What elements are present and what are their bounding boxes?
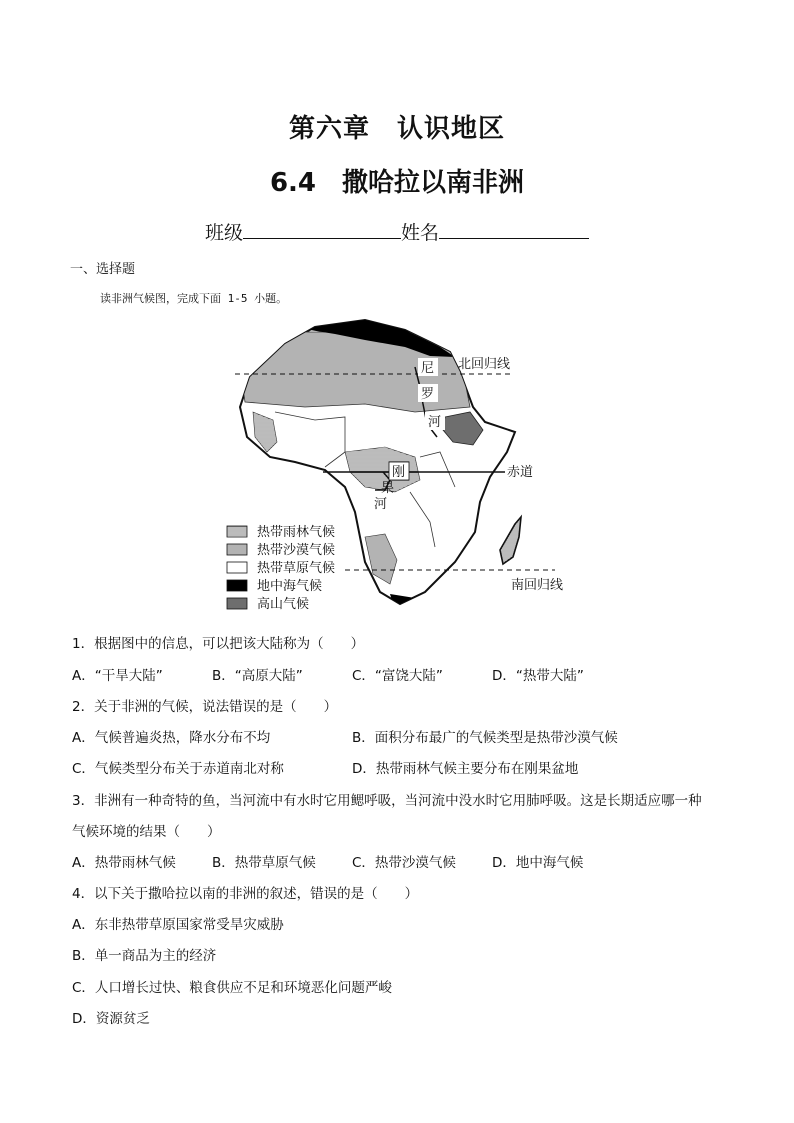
legend-swatch-rainforest	[227, 526, 247, 537]
q3-option-d[interactable]: D．地中海气候	[492, 855, 584, 871]
chapter-title: 第六章 认识地区	[288, 114, 505, 144]
legend-desert: 热带沙漠气候	[257, 543, 336, 558]
q1-option-d[interactable]: D．“热带大陆”	[492, 668, 584, 684]
q1-option-a[interactable]: A．“干旱大陆”	[72, 668, 163, 684]
label-nile-2: 罗	[421, 387, 435, 402]
q2-option-b[interactable]: B．面积分布最广的气候类型是热带沙漠气候	[352, 730, 618, 746]
legend-highland: 高山气候	[257, 597, 310, 612]
q1-option-c[interactable]: C．“富饶大陆”	[352, 668, 443, 684]
intro-text: 读非洲气候图，完成下面 1-5 小题。	[100, 292, 288, 305]
legend-savanna: 热带草原气候	[257, 561, 336, 576]
label-nile-1: 尼	[421, 361, 435, 376]
label-congo-2: 果	[381, 481, 395, 496]
legend-swatch-highland	[227, 598, 247, 609]
q2-option-d[interactable]: D．热带雨林气候主要分布在刚果盆地	[352, 761, 579, 777]
africa-climate-map	[215, 312, 585, 617]
question-1: 1．根据图中的信息，可以把该大陆称为（ ）	[72, 636, 365, 652]
q3-option-c[interactable]: C．热带沙漠气候	[352, 855, 456, 871]
question-3-line2: 气候环境的结果（ ）	[72, 824, 221, 840]
q4-option-a[interactable]: A．东非热带草原国家常受旱灾威胁	[72, 917, 284, 933]
legend-swatch-savanna	[227, 562, 247, 573]
label-nile-3: 河	[428, 415, 442, 430]
q2-option-c[interactable]: C．气候类型分布关于赤道南北对称	[72, 761, 284, 777]
legend-mediterranean: 地中海气候	[257, 579, 323, 594]
legend-rainforest: 热带雨林气候	[257, 525, 336, 540]
section-title: 一、选择题	[70, 262, 136, 277]
label-tropic-cancer: 北回归线	[458, 357, 511, 372]
question-3-line1: 3．非洲有一种奇特的鱼，当河流中有水时它用鳃呼吸，当河流中没水时它用肺呼吸。这是长期适应哪一种	[72, 793, 702, 809]
q1-option-b[interactable]: B．“高原大陆”	[212, 668, 303, 684]
legend-swatch-desert	[227, 544, 247, 555]
legend-swatch-mediterranean	[227, 580, 247, 591]
q4-option-c[interactable]: C．人口增长过快、粮食供应不足和环境恶化问题严峻	[72, 980, 392, 996]
madagascar	[500, 517, 521, 564]
label-congo-1: 刚	[392, 465, 406, 480]
label-equator: 赤道	[507, 465, 534, 480]
map-legend	[227, 524, 335, 612]
q4-option-d[interactable]: D．资源贫乏	[72, 1011, 150, 1027]
q4-option-b[interactable]: B．单一商品为主的经济	[72, 948, 217, 964]
q3-option-b[interactable]: B．热带草原气候	[212, 855, 316, 871]
class-label: 班级	[204, 222, 243, 244]
class-blank[interactable]	[243, 218, 401, 239]
q2-option-a[interactable]: A．气候普遍炎热，降水分布不均	[72, 730, 271, 746]
name-label: 姓名	[401, 222, 440, 244]
label-congo-3: 河	[374, 497, 388, 512]
question-4: 4．以下关于撒哈拉以南的非洲的叙述，错误的是（ ）	[72, 886, 419, 902]
question-2: 2．关于非洲的气候，说法错误的是（ ）	[72, 699, 338, 715]
class-name-line	[0, 218, 794, 245]
q3-option-a[interactable]: A．热带雨林气候	[72, 855, 176, 871]
label-tropic-capricorn: 南回归线	[511, 578, 564, 593]
lesson-title: 6.4 撒哈拉以南非洲	[269, 168, 525, 198]
name-blank[interactable]	[439, 218, 589, 239]
